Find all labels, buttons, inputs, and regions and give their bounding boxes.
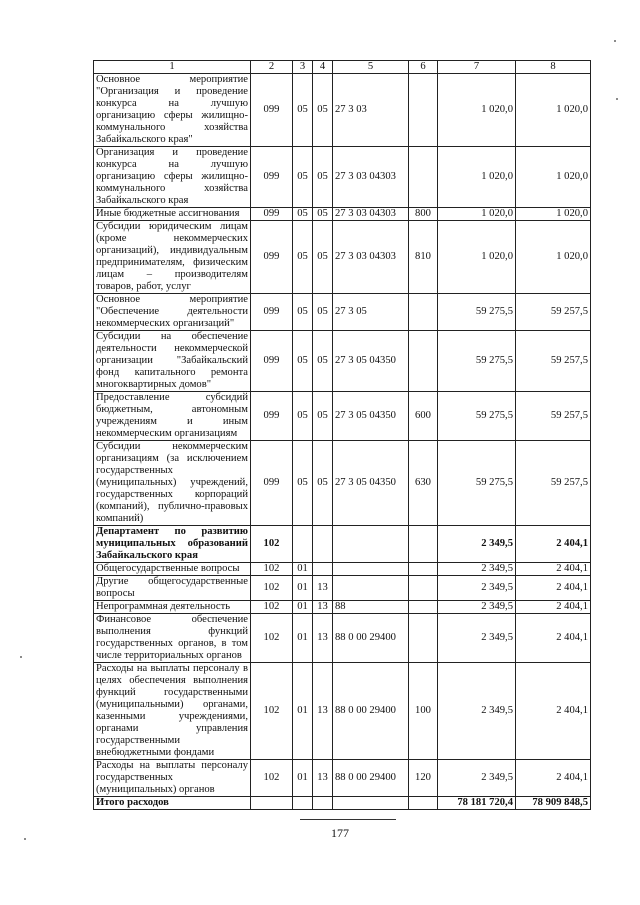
subsection-cell: 05 [313, 221, 333, 294]
subsection-cell: 13 [313, 601, 333, 614]
subsection-cell: 13 [313, 760, 333, 797]
expense-type-cell [409, 614, 438, 663]
target-article-cell: 27 3 03 04303 [333, 208, 409, 221]
section-cell: 05 [293, 392, 313, 441]
column-header: 1 [94, 61, 251, 74]
row-name-cell: Субсидии юридическим лицам (кроме некоммерческих организаций), индивидуальным предпринимателям, физическим лицам – производителям товаров, работ, услуг [94, 221, 251, 294]
scan-speck [24, 838, 26, 840]
amount-year-2-cell: 59 257,5 [516, 294, 591, 331]
table-row [94, 208, 591, 221]
table-row [94, 614, 591, 663]
target-article-cell: 27 3 03 [333, 74, 409, 147]
amount-year-1-cell: 2 349,5 [438, 601, 516, 614]
target-article-cell [333, 563, 409, 576]
row-name-cell: Другие общегосударственные вопросы [94, 576, 251, 601]
amount-year-1-cell: 2 349,5 [438, 760, 516, 797]
row-name-cell: Итого расходов [94, 797, 251, 810]
admin-code-cell: 099 [251, 294, 293, 331]
row-name-cell: Основное мероприятие "Организация и проведение конкурса на лучшую организацию сферы жилищно-коммунального хозяйства Забайкальского края" [94, 74, 251, 147]
amount-year-2-cell: 59 257,5 [516, 441, 591, 526]
admin-code-cell: 102 [251, 526, 293, 563]
row-name-cell: Субсидии некоммерческим организациям (за исключением государственных (муниципальных) учреждений, государственных корпораций (компаний), публично-правовых компаний) [94, 441, 251, 526]
amount-year-2-cell: 2 404,1 [516, 760, 591, 797]
section-cell: 05 [293, 208, 313, 221]
amount-year-2-cell: 59 257,5 [516, 392, 591, 441]
expense-type-cell [409, 74, 438, 147]
table-row-bold [94, 526, 591, 563]
target-article-cell: 88 0 00 29400 [333, 663, 409, 760]
section-cell: 01 [293, 563, 313, 576]
subsection-cell: 05 [313, 331, 333, 392]
expense-type-cell [409, 563, 438, 576]
budget-table [93, 60, 591, 810]
footer-rule [300, 819, 396, 820]
column-header: 6 [409, 61, 438, 74]
scan-speck [616, 98, 618, 100]
target-article-cell: 27 3 03 04303 [333, 221, 409, 294]
admin-code-cell: 099 [251, 147, 293, 208]
table-row [94, 392, 591, 441]
header-row [94, 61, 591, 74]
section-cell: 05 [293, 441, 313, 526]
expense-type-cell: 630 [409, 441, 438, 526]
subsection-cell: 05 [313, 441, 333, 526]
amount-year-1-cell: 2 349,5 [438, 576, 516, 601]
amount-year-2-cell: 2 404,1 [516, 663, 591, 760]
amount-year-1-cell: 2 349,5 [438, 614, 516, 663]
amount-year-1-cell: 59 275,5 [438, 294, 516, 331]
table-row [94, 441, 591, 526]
amount-year-1-cell: 59 275,5 [438, 441, 516, 526]
row-name-cell: Предоставление субсидий бюджетным, автономным учреждениям и иным некоммерческим организациям [94, 392, 251, 441]
subsection-cell [313, 797, 333, 810]
row-name-cell: Основное мероприятие "Обеспечение деятельности некоммерческих организаций" [94, 294, 251, 331]
column-header: 4 [313, 61, 333, 74]
column-header: 2 [251, 61, 293, 74]
expense-type-cell [409, 294, 438, 331]
table-row [94, 294, 591, 331]
table-row [94, 221, 591, 294]
column-header: 7 [438, 61, 516, 74]
row-name-cell: Субсидии на обеспечение деятельности некоммерческой организации "Забайкальский фонд капитального ремонта многоквартирных домов" [94, 331, 251, 392]
table-row [94, 601, 591, 614]
table-row [94, 331, 591, 392]
target-article-cell [333, 576, 409, 601]
section-cell: 05 [293, 294, 313, 331]
scan-speck [614, 40, 616, 42]
section-cell: 01 [293, 614, 313, 663]
target-article-cell: 88 0 00 29400 [333, 614, 409, 663]
section-cell: 01 [293, 663, 313, 760]
section-cell: 01 [293, 601, 313, 614]
page-number: 177 [331, 826, 349, 840]
expense-type-cell [409, 526, 438, 563]
target-article-cell: 27 3 05 [333, 294, 409, 331]
admin-code-cell: 102 [251, 563, 293, 576]
target-article-cell: 27 3 05 04350 [333, 331, 409, 392]
section-cell: 05 [293, 331, 313, 392]
amount-year-1-cell: 1 020,0 [438, 221, 516, 294]
scan-speck [20, 656, 22, 658]
row-name-cell: Расходы на выплаты персоналу в целях обеспечения выполнения функций государственными (муниципальными) органами, казенными учреждениями, органами управления государственными внебюджетными фондами [94, 663, 251, 760]
table-row [94, 74, 591, 147]
expense-type-cell [409, 601, 438, 614]
admin-code-cell [251, 797, 293, 810]
expense-type-cell [409, 797, 438, 810]
table-row [94, 147, 591, 208]
amount-year-2-cell: 1 020,0 [516, 74, 591, 147]
amount-year-2-cell: 1 020,0 [516, 208, 591, 221]
row-name-cell: Финансовое обеспечение выполнения функций государственных органов, в том числе территориальных органов [94, 614, 251, 663]
section-cell [293, 526, 313, 563]
table-row [94, 563, 591, 576]
amount-year-1-cell: 2 349,5 [438, 563, 516, 576]
admin-code-cell: 099 [251, 331, 293, 392]
subsection-cell: 05 [313, 294, 333, 331]
expense-type-cell: 810 [409, 221, 438, 294]
admin-code-cell: 099 [251, 441, 293, 526]
admin-code-cell: 099 [251, 74, 293, 147]
amount-year-1-cell: 1 020,0 [438, 208, 516, 221]
target-article-cell: 27 3 05 04350 [333, 392, 409, 441]
subsection-cell: 05 [313, 74, 333, 147]
row-name-cell: Непрограммная деятельность [94, 601, 251, 614]
target-article-cell [333, 797, 409, 810]
target-article-cell: 27 3 05 04350 [333, 441, 409, 526]
column-header: 5 [333, 61, 409, 74]
amount-year-1-cell: 2 349,5 [438, 526, 516, 563]
admin-code-cell: 099 [251, 221, 293, 294]
section-cell: 05 [293, 221, 313, 294]
amount-year-2-cell: 2 404,1 [516, 576, 591, 601]
target-article-cell [333, 526, 409, 563]
expense-type-cell: 100 [409, 663, 438, 760]
section-cell [293, 797, 313, 810]
amount-year-2-cell: 2 404,1 [516, 526, 591, 563]
admin-code-cell: 102 [251, 663, 293, 760]
expense-type-cell [409, 147, 438, 208]
amount-year-2-cell: 59 257,5 [516, 331, 591, 392]
section-cell: 01 [293, 760, 313, 797]
section-cell: 01 [293, 576, 313, 601]
subsection-cell [313, 526, 333, 563]
amount-year-1-cell: 1 020,0 [438, 147, 516, 208]
admin-code-cell: 102 [251, 614, 293, 663]
section-cell: 05 [293, 147, 313, 208]
amount-year-1-cell: 1 020,0 [438, 74, 516, 147]
table-row-bold [94, 797, 591, 810]
expense-type-cell [409, 331, 438, 392]
column-header: 3 [293, 61, 313, 74]
table-row [94, 576, 591, 601]
admin-code-cell: 099 [251, 392, 293, 441]
expense-type-cell: 800 [409, 208, 438, 221]
target-article-cell: 27 3 03 04303 [333, 147, 409, 208]
table-row [94, 760, 591, 797]
subsection-cell: 13 [313, 576, 333, 601]
column-header: 8 [516, 61, 591, 74]
admin-code-cell: 102 [251, 601, 293, 614]
expense-type-cell: 120 [409, 760, 438, 797]
admin-code-cell: 102 [251, 760, 293, 797]
amount-year-2-cell: 2 404,1 [516, 601, 591, 614]
subsection-cell: 05 [313, 208, 333, 221]
amount-year-1-cell: 59 275,5 [438, 392, 516, 441]
row-name-cell: Расходы на выплаты персоналу государственных (муниципальных) органов [94, 760, 251, 797]
row-name-cell: Департамент по развитию муниципальных образований Забайкальского края [94, 526, 251, 563]
subsection-cell: 05 [313, 147, 333, 208]
section-cell: 05 [293, 74, 313, 147]
expense-type-cell: 600 [409, 392, 438, 441]
subsection-cell [313, 563, 333, 576]
amount-year-2-cell: 1 020,0 [516, 221, 591, 294]
amount-year-2-cell: 1 020,0 [516, 147, 591, 208]
table-row [94, 663, 591, 760]
amount-year-1-cell: 2 349,5 [438, 663, 516, 760]
amount-year-1-cell: 59 275,5 [438, 331, 516, 392]
amount-year-2-cell: 2 404,1 [516, 563, 591, 576]
admin-code-cell: 099 [251, 208, 293, 221]
amount-year-2-cell: 78 909 848,5 [516, 797, 591, 810]
subsection-cell: 13 [313, 663, 333, 760]
amount-year-1-cell: 78 181 720,4 [438, 797, 516, 810]
row-name-cell: Организация и проведение конкурса на лучшую организацию сферы жилищно-коммунального хозяйства Забайкальского края [94, 147, 251, 208]
amount-year-2-cell: 2 404,1 [516, 614, 591, 663]
expense-type-cell [409, 576, 438, 601]
row-name-cell: Общегосударственные вопросы [94, 563, 251, 576]
target-article-cell: 88 [333, 601, 409, 614]
subsection-cell: 05 [313, 392, 333, 441]
admin-code-cell: 102 [251, 576, 293, 601]
target-article-cell: 88 0 00 29400 [333, 760, 409, 797]
row-name-cell: Иные бюджетные ассигнования [94, 208, 251, 221]
subsection-cell: 13 [313, 614, 333, 663]
